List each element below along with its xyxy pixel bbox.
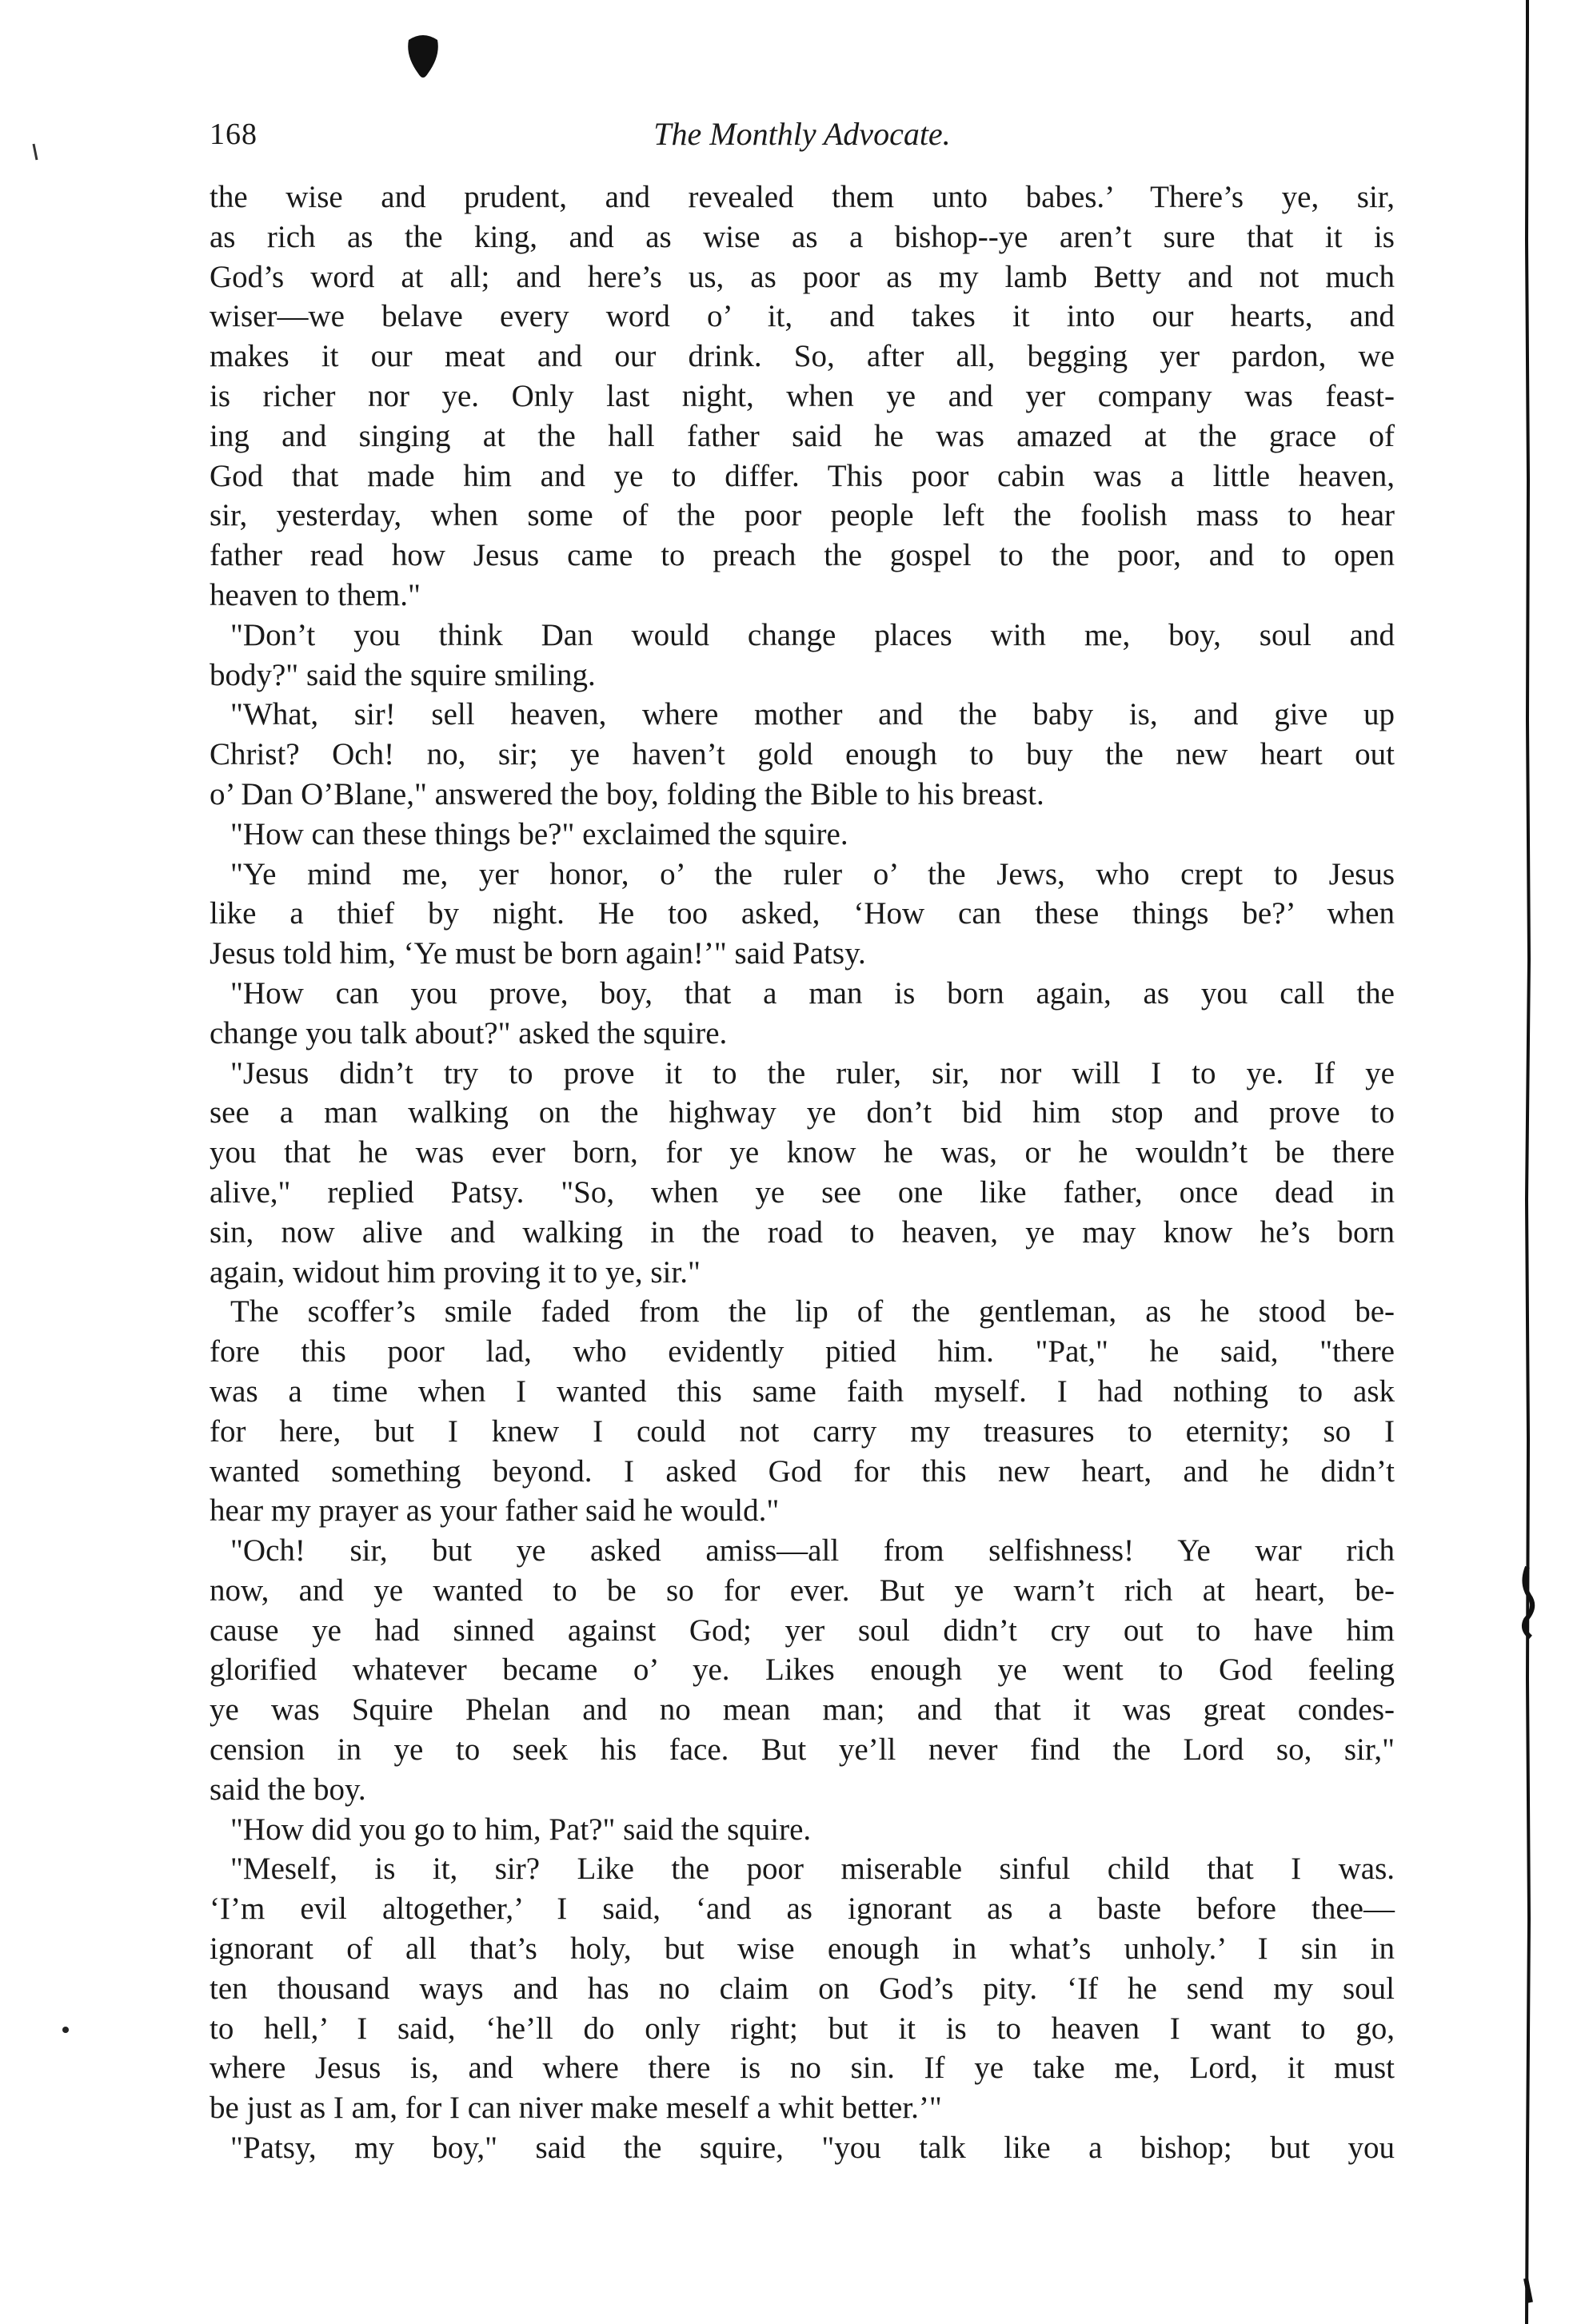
body-text (210, 177, 1395, 2168)
text-line: "Jesus didn’t try to prove it to the ruler, sir, nor will I to ye. If ye (230, 1055, 1395, 1090)
text-line: to hell,’ I said, ‘he’ll do only right; but it is to heaven I want to go, (210, 2011, 1395, 2046)
text-line: change you talk about?" asked the squire. (210, 1015, 728, 1050)
text-line: sir, yesterday, when some of the poor people left the foolish mass to hear (210, 498, 1395, 533)
text-line: "How did you go to him, Pat?" said the squire. (230, 1812, 812, 1847)
text-line: ‘I’m evil altogether,’ I said, ‘and as ignorant as a baste before thee— (210, 1891, 1395, 1927)
text-line: like a thief by night. He too asked, ‘How can these things be?’ when (210, 896, 1395, 931)
text-line: God that made him and ye to differ. This poor cabin was a little heaven, (210, 458, 1395, 493)
text-line: "What, sir! sell heaven, where mother and the baby is, and give up (230, 697, 1395, 732)
text-line: God’s word at all; and here’s us, as poor as my lamb Betty and not much (210, 259, 1395, 294)
text-line: you that he was ever born, for ye know he was, or he wouldn’t be there (210, 1135, 1395, 1170)
text-line: ing and singing at the hall father said he was amazed at the grace of (210, 418, 1395, 453)
text-line: "How can you prove, boy, that a man is born again, as you call the (230, 975, 1395, 1011)
text-line: o’ Dan O’Blane," answered the boy, folding the Bible to his breast. (210, 776, 1044, 811)
text-line: Jesus told him, ‘Ye must be born again!’" said Patsy. (210, 936, 866, 971)
text-line: body?" said the squire smiling. (210, 657, 596, 692)
text-line: the wise and prudent, and revealed them unto babes.’ There’s ye, sir, (210, 180, 1395, 214)
text-line: ye was Squire Phelan and no mean man; and that it was great condes- (210, 1692, 1395, 1728)
text-line: wanted something beyond. I asked God for this new heart, and he didn’t (210, 1453, 1395, 1489)
text-line: where Jesus is, and where there is no sin. If ye take me, Lord, it must (210, 2051, 1395, 2086)
text-line: again, widout him proving it to ye, sir." (210, 1254, 701, 1290)
margin-dot (61, 2024, 70, 2035)
page-header (210, 110, 1395, 158)
text-line: glorified whatever became o’ ye. Likes enough ye went to God feeling (210, 1652, 1395, 1688)
text-line: "Patsy, my boy," said the squire, "you talk like a bishop; but you (230, 2131, 1395, 2166)
text-line: wiser—we belave every word o’ it, and takes it into our hearts, and (210, 299, 1395, 334)
page-edge-line (1511, 0, 1543, 2324)
text-line: was a time when I wanted this same faith myself. I had nothing to ask (210, 1373, 1395, 1409)
text-line: said the boy. (210, 1772, 366, 1807)
text-line: hear my prayer as your father said he would." (210, 1493, 780, 1529)
text-line: ten thousand ways and has no claim on God’s pity. ‘If he send my soul (210, 1971, 1395, 2006)
text-line: cension in ye to seek his face. But ye’ll never find the Lord so, sir," (210, 1732, 1395, 1768)
page-number: 168 (210, 118, 258, 151)
running-title: The Monthly Advocate. (653, 116, 951, 152)
text-line: ignorant of all that’s holy, but wise enough in what’s unholy.’ I sin in (210, 1931, 1395, 1967)
text-line: for here, but I knew I could not carry my treasures to eternity; so I (210, 1413, 1395, 1449)
text-line: is richer nor ye. Only last night, when ye and yer company was feast- (210, 378, 1395, 413)
text-line: "Meself, is it, sir? Like the poor miserable sinful child that I was. (230, 1852, 1395, 1887)
text-line: cause ye had sinned against God; yer soul didn’t cry out to have him (210, 1612, 1395, 1648)
text-line: be just as I am, for I can niver make meself a whit better.’" (210, 2091, 942, 2126)
margin-speck (30, 142, 42, 161)
ink-blot-mark (404, 32, 442, 83)
text-line: The scoffer’s smile faded from the lip of the gentleman, as he stood be- (230, 1294, 1395, 1329)
text-line: makes it our meat and our drink. So, after all, begging yer pardon, we (210, 339, 1395, 374)
text-line: alive," replied Patsy. "So, when ye see one like father, once dead in (210, 1174, 1395, 1210)
text-line: "Och! sir, but ye asked amiss—all from selfishness! Ye war rich (230, 1533, 1395, 1569)
text-line: see a man walking on the highway ye don’t bid him stop and prove to (210, 1095, 1395, 1130)
text-line: "How can these things be?" exclaimed the squire. (230, 816, 848, 851)
text-line: Christ? Och! no, sir; ye haven’t gold enough to buy the new heart out (210, 737, 1395, 772)
text-line: "Ye mind me, yer honor, o’ the ruler o’ the Jews, who crept to Jesus (230, 856, 1395, 891)
text-line: now, and ye wanted to be so for ever. But ye warn’t rich at heart, be- (210, 1573, 1395, 1608)
text-line: as rich as the king, and as wise as a bishop--ye aren’t sure that it is (210, 219, 1395, 254)
text-line: father read how Jesus came to preach the gospel to the poor, and to open (210, 538, 1395, 573)
text-line: fore this poor lad, who evidently pitied him. "Pat," he said, "there (210, 1334, 1395, 1369)
text-line: "Don’t you think Dan would change places with me, boy, soul and (230, 617, 1395, 652)
text-line: heaven to them." (210, 577, 421, 612)
text-line: sin, now alive and walking in the road to heaven, ye may know he’s born (210, 1214, 1395, 1250)
